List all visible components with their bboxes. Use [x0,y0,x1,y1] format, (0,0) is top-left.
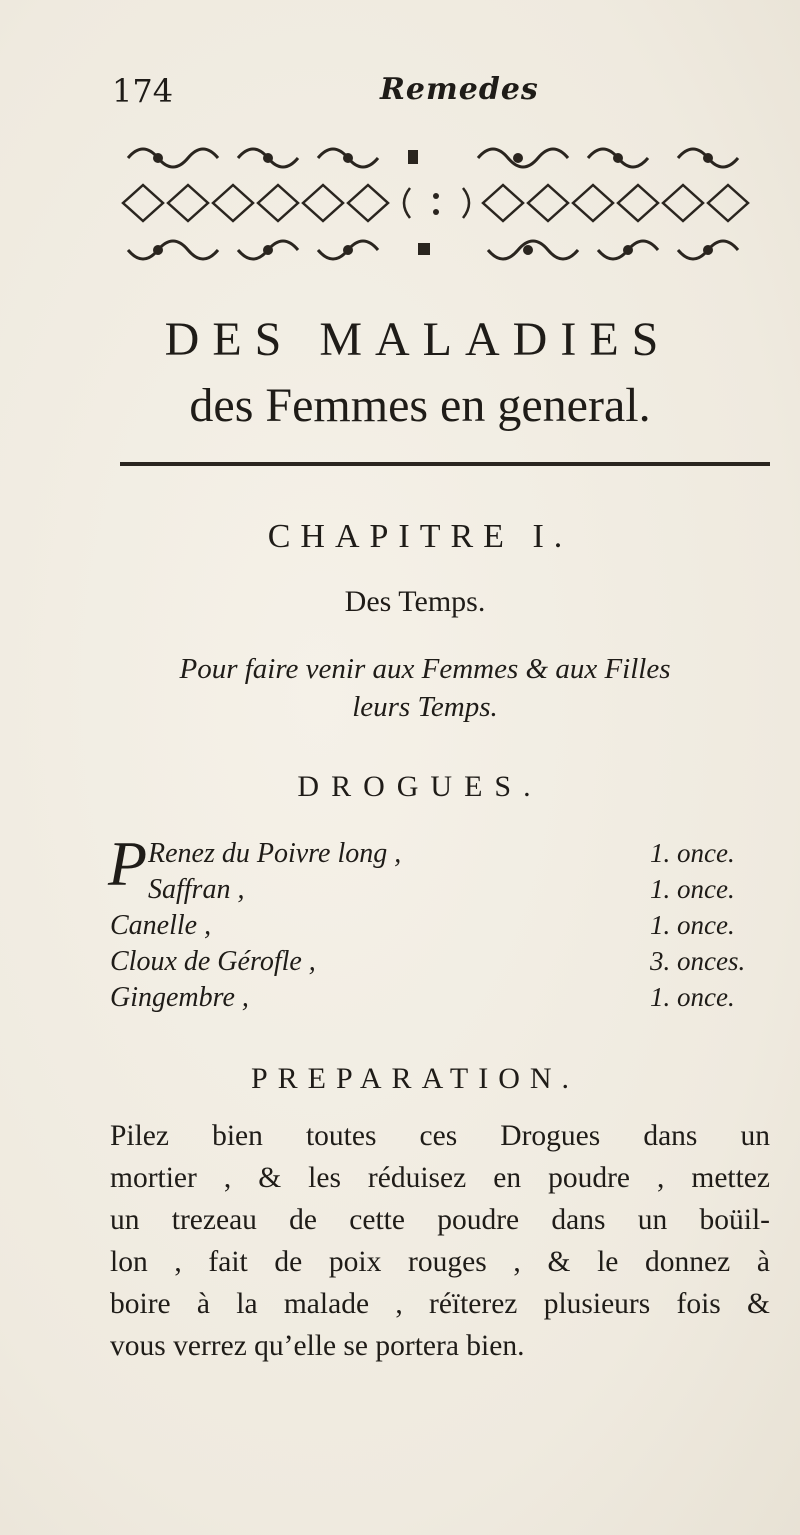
ingredient-quantity: 1. once. [650,838,735,868]
ingredient-name: Cloux de Gérofle , [110,946,316,977]
paragraph-line: boire à la malade , réïterez plusieurs fois & [110,1288,770,1320]
preparation-heading: PREPARATION. [250,1062,580,1095]
ingredient-quantity: 3. onces. [650,946,746,976]
chapter-heading: CHAPITRE I. [267,518,573,555]
ingredient-name: Saffran , [148,874,245,905]
page-header [112,72,740,122]
recipe-title-line-2: leurs Temps. [352,691,498,723]
title-main: DES MALADIES [164,313,672,366]
ingredient-quantity: 1. once. [650,910,735,940]
ingredient-row [110,910,760,946]
ingredient-name: Gingembre , [110,982,249,1013]
running-head: Remedes [380,72,539,107]
ingredient-name: Renez du Poivre long , [148,838,402,869]
paragraph-line: Pilez bien toutes ces Drogues dans un [110,1120,770,1152]
paragraph-line: un trezeau de cette poudre dans un boüil- [110,1204,770,1236]
page-number: 174 [112,72,174,110]
paragraph-line: mortier , & les réduisez en poudre , mettez [110,1162,770,1194]
recipe-title-line-1: Pour faire venir aux Femmes & aux Filles [179,653,671,685]
section-heading: Des Temps. [344,585,486,618]
ingredient-name: Canelle , [110,910,212,941]
paragraph-line: vous verrez qu’elle se portera bien. [110,1330,525,1362]
printers-ornament-band [118,128,770,278]
paragraph-line: lon , fait de poix rouges , & le donnez à [110,1246,770,1278]
horizontal-rule [120,462,770,466]
ingredient-quantity: 1. once. [650,874,735,904]
ingredient-row [110,982,760,1018]
drogues-heading: DROGUES. [297,770,543,803]
title-subtitle: des Femmes en general. [189,379,651,432]
ingredient-row [110,874,760,910]
ingredient-row [110,946,760,982]
ingredient-list [108,828,760,1018]
recipe-title [0,650,800,726]
drop-cap: P [108,828,148,899]
preparation-paragraph [110,1115,770,1367]
ingredient-quantity: 1. once. [650,982,735,1012]
